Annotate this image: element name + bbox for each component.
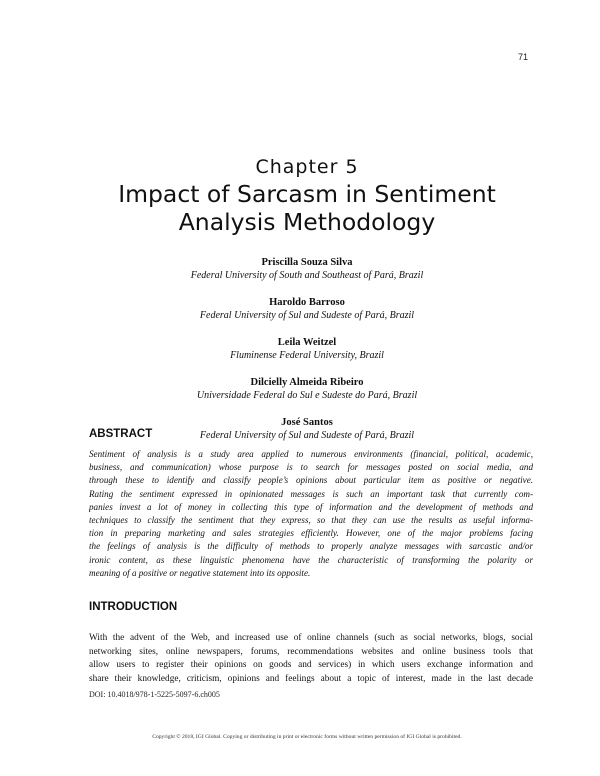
doi-line: DOI: 10.4018/978-1-5225-5097-6.ch005	[89, 690, 220, 699]
abstract-line: techniques to classify the sentiment that they express, so that they can use the results as useful informa-	[89, 514, 533, 525]
chapter-title-line-2: Analysis Methodology	[178, 208, 436, 236]
abstract-line: meaning of a positive or negative statement into its opposite.	[89, 567, 311, 578]
author-block	[60, 256, 554, 296]
abstract-line: the feelings of analysis is the difficulty of methods to properly analyze messages with sarcastic and/or	[89, 541, 533, 552]
author-affiliation: Universidade Federal do Sul e Sudeste do Pará, Brazil	[196, 390, 418, 401]
author-block	[60, 336, 554, 376]
abstract-line: panies invest a lot of money in collecting this type of information and the development of methods and	[89, 501, 533, 512]
chapter-label: Chapter 5	[255, 156, 359, 178]
author-list	[60, 256, 554, 456]
author-affiliation: Fluminense Federal University, Brazil	[230, 350, 384, 361]
author-affiliation: Federal University of Sul and Sudeste of Pará, Brazil	[199, 430, 415, 441]
introduction-line: networking sites, online newspapers, forums, recommendations websites and online business tools that	[89, 646, 533, 657]
abstract-line: business, and communication) whose purpose is to search for messages posted on social media, and	[89, 462, 533, 473]
author-name: Haroldo Barroso	[269, 297, 345, 308]
abstract-text	[89, 448, 533, 580]
chapter-title-line-1: Impact of Sarcasm in Sentiment	[118, 180, 496, 208]
author-name: José Santos	[281, 417, 333, 428]
author-block	[60, 296, 554, 336]
abstract-line: Rating the sentiment expressed in opinionated messages is such an important task that currently com-	[89, 488, 533, 499]
introduction-line: allow users to register their opinions on goods and services) in which users exchange information and	[89, 660, 533, 670]
introduction-line: share their knowledge, criticism, opinions and feelings about a topic of interest, made in the last decade	[89, 673, 533, 684]
abstract-heading: ABSTRACT	[89, 428, 153, 440]
introduction-heading: INTRODUCTION	[89, 601, 178, 613]
author-name: Leila Weitzel	[277, 337, 337, 348]
author-affiliation: Federal University of South and Southeast of Pará, Brazil	[190, 270, 424, 281]
chapter-title	[60, 180, 554, 236]
author-block	[60, 376, 554, 416]
introduction-text	[89, 632, 533, 686]
copyright-notice: Copyright © 2018, IGI Global. Copying or distributing in print or electronic forms without written permission of IGI Global is prohibited.	[152, 734, 462, 740]
page-number: 71	[517, 52, 528, 62]
author-name: Priscilla Souza Silva	[261, 257, 353, 268]
abstract-line: through these to identify and classify people’s opinions about particular item as positive or negative.	[89, 475, 533, 486]
abstract-line: ironic content, as these linguistic phenomena have the characteristic of transforming the polarity or	[89, 554, 533, 565]
abstract-line: Sentiment of analysis is a study area applied to numerous environments (financial, political, academic,	[89, 449, 533, 459]
author-affiliation: Federal University of Sul and Sudeste of Pará, Brazil	[199, 310, 415, 321]
abstract-line: tion in preparing marketing and sales strategies efficiently. However, one of the major problems facing	[89, 528, 533, 539]
introduction-line: With the advent of the Web, and increased use of online channels (such as social networks, blogs, social	[89, 633, 533, 643]
author-name: Dilcielly Almeida Ribeiro	[250, 377, 364, 388]
